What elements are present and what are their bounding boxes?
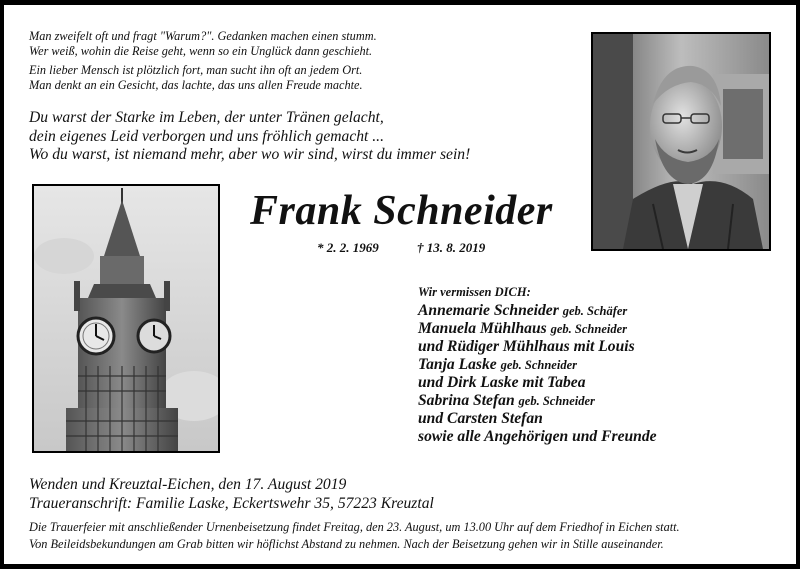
poem-line: Wer weiß, wohin die Reise geht, wenn so ein Unglück dann geschieht. (29, 44, 373, 58)
mourner-line (418, 320, 657, 338)
mourner-name: und Dirk Laske mit Tabea (418, 374, 586, 391)
main-poem (29, 109, 470, 165)
clock-tower-photo (32, 184, 220, 453)
mourner-line (418, 356, 657, 374)
mourner-name: und Carsten Stefan (418, 410, 543, 427)
mourner-name: Annemarie Schneider (418, 302, 559, 319)
mourner-note: geb. Schneider (518, 394, 595, 408)
poem-line: Ein lieber Mensch ist plötzlich fort, man sucht ihn oft an jedem Ort. (29, 63, 363, 77)
mourner-line (418, 428, 657, 446)
mourner-line (418, 374, 657, 392)
notice-block (29, 519, 680, 552)
location-block (29, 475, 434, 513)
poem-line: Du warst der Starke im Leben, der unter Tränen gelacht, (29, 109, 384, 126)
intro-poem (29, 29, 377, 93)
deceased-name: Frank Schneider (250, 188, 553, 234)
mourner-name: sowie alle Angehörigen und Freunde (418, 428, 657, 445)
condolence-note: Von Beileidsbekundungen am Grab bitten wir höflichst Abstand zu nehmen. Nach der Beisetzung gehen wir in Stille auseinander. (29, 536, 664, 551)
mourner-note: geb. Schäfer (562, 304, 628, 318)
portrait-photo (591, 32, 771, 251)
mourner-line (418, 392, 657, 410)
mourner-note: geb. Schneider (550, 322, 628, 336)
mourners-list (418, 285, 657, 446)
mourner-name: und Rüdiger Mühlhaus mit Louis (418, 338, 635, 355)
mourner-name: Sabrina Stefan (418, 392, 515, 409)
mourner-name: Manuela Mühlhaus (418, 320, 547, 337)
poem-line: Man denkt an ein Gesicht, das lachte, das uns allen Freude machte. (29, 78, 363, 92)
funeral-note: Die Trauerfeier mit anschließender Urnenbeisetzung findet Freitag, den 23. August, um 13.00 Uhr auf dem Friedhof in Eichen statt. (29, 520, 680, 534)
mourner-line (418, 302, 657, 320)
death-date: † 13. 8. 2019 (417, 240, 486, 255)
obituary-card (4, 5, 796, 564)
poem-line: Man zweifelt oft und fragt "Warum?". Gedanken machen einen stumm. (29, 29, 377, 43)
poem-line: dein eigenes Leid verborgen und uns fröhlich gemacht ... (29, 127, 384, 145)
poem-line: Wo du warst, ist niemand mehr, aber wo wir sind, wirst du immer sein! (29, 146, 471, 163)
mourner-line (418, 338, 657, 356)
place-date: Wenden und Kreuztal-Eichen, den 17. August 2019 (29, 476, 347, 493)
mourners-intro: Wir vermissen DICH: (418, 285, 531, 299)
mourner-name: Tanja Laske (418, 356, 497, 373)
birth-date: * 2. 2. 1969 (317, 240, 379, 255)
mourner-note: geb. Schneider (500, 358, 577, 372)
mourner-line (418, 410, 657, 428)
mourning-address: Traueranschrift: Familie Laske, Eckertswehr 35, 57223 Kreuztal (29, 495, 434, 512)
